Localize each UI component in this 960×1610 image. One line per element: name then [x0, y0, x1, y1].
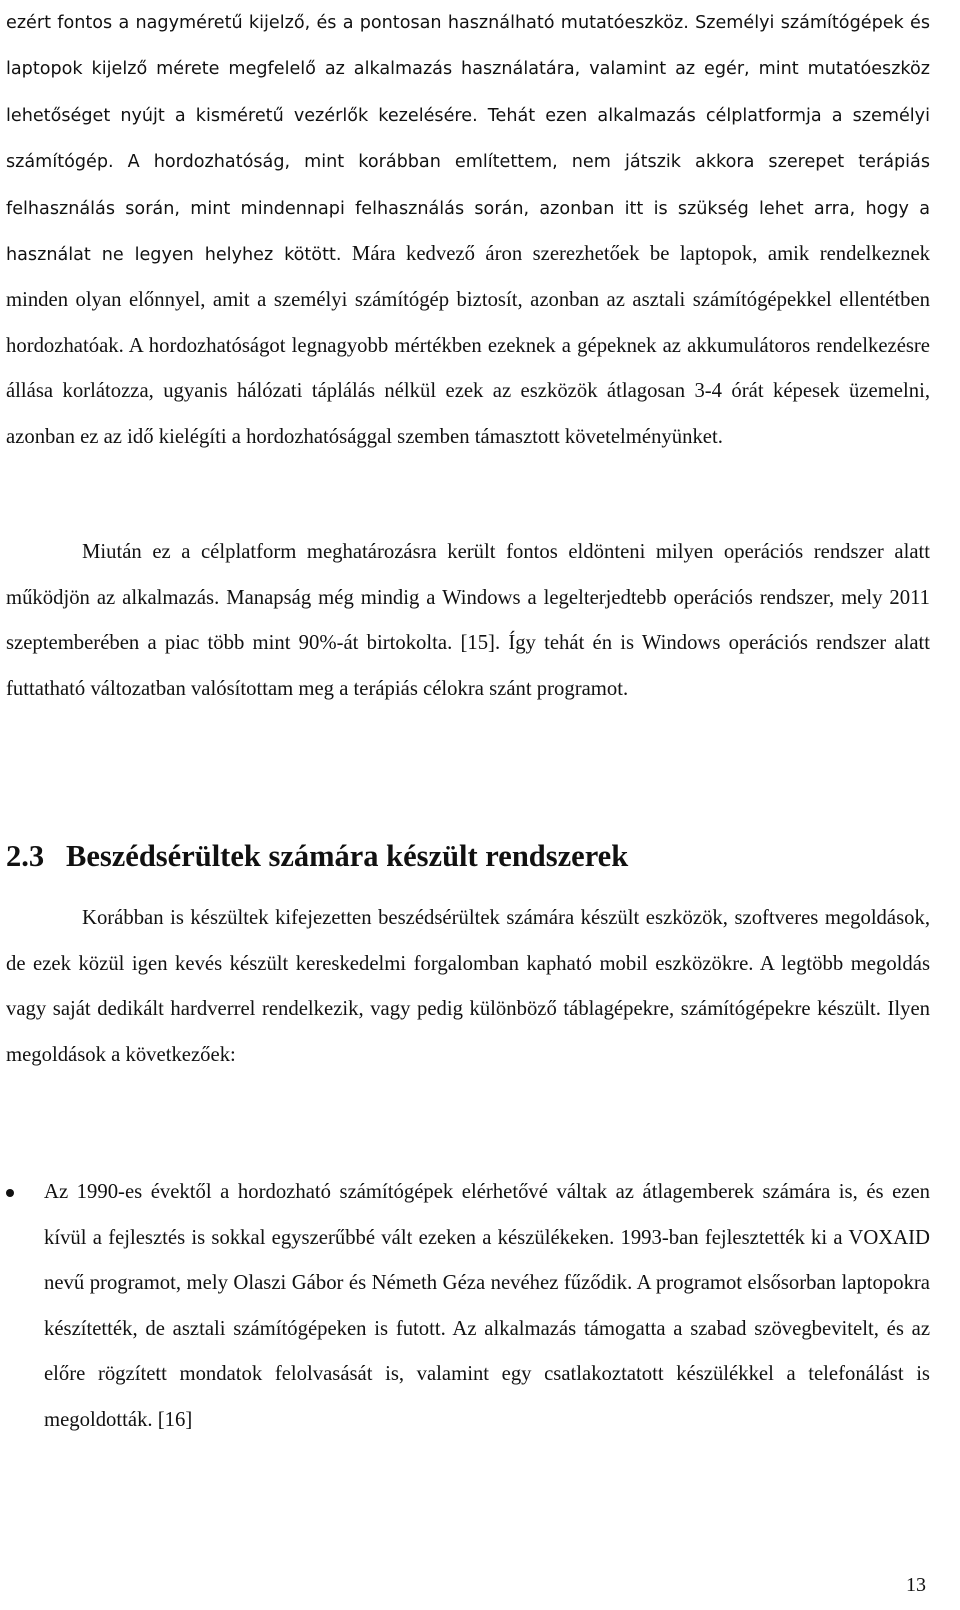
paragraph-operating-system: Miután ez a célplatform meghatározásra került fontos eldönteni milyen operációs rendszer alatt működjön az alkalmazás. Manapság még mindig a Windows a legelterjedtebb operációs rendszer, mely 2011 szeptemberében a piac több mint 90%-át birtokolta. [15]. Így tehát én is Windows operációs rendszer alatt futtatható változatban valósítottam meg a terápiás célokra szánt programot. [6, 541, 930, 700]
document-page [6, 0, 930, 1610]
page-number: 13 [906, 1574, 926, 1596]
paragraph-text-sans: ezért fontos a nagyméretű kijelző, és a pontosan használható mutatóeszköz. Személyi számítógépek és laptopok kijelző mérete megfelelő az alkalmazás használatára, valamint az egér, mint mutatóeszköz lehetőséget nyújt a kisméretű vezérlők kezelésére. Tehát ezen alkalmazás célplatformja a személyi számítógép. A hordozhatóság, mint korábban említettem, nem játszik akkora szerepet terápiás felhasználás során, mint mindennapi felhasználás során, azonban itt is szükség lehet arra, hogy a használat ne legyen helyhez kötött. [6, 13, 930, 266]
bullet-icon [6, 1189, 14, 1197]
section-title: Beszédsérültek számára készült rendszerek [66, 839, 629, 873]
paragraph-section-intro: Korábban is készültek kifejezetten beszédsérültek számára készült eszközök, szoftveres megoldások, de ezek közül igen kevés készült kereskedelmi forgalomban kapható mobil eszközökre. A legtöbb megoldás vagy saját dedikált hardverrel rendelkezik, vagy pedig különböző táblagépekre, számítógépekre készült. Ilyen megoldások a következőek: [6, 907, 930, 1066]
paragraph-text-serif: Mára kedvező áron szerezhetőek be laptopok, amik rendelkeznek minden olyan előnnyel, amit a személyi számítógép biztosít, azonban az asztali számítógépekkel ellentétben hordozhatóak. A hordozhatóságot legnagyobb mértékben ezeknek a gépeknek az akkumulátoros rendelkezésre állása korlátozza, ugyanis hálózati táplálás nélkül ezek az eszközök átlagosan 3-4 órát képesek üzemelni, azonban ez az idő kielégíti a hordozhatósággal szemben támasztott követelményünket. [6, 243, 930, 448]
section-number: 2.3 [6, 839, 45, 873]
list-item [6, 1170, 930, 1443]
list-item-text: Az 1990-es évektől a hordozható számítógépek elérhetővé váltak az átlagemberek számára is, és ezen kívül a fejlesztés is sokkal egyszerűbbé vált ezeken a készülékeken. 1993-ban fejlesztették ki a VOXAID nevű programot, mely Olaszi Gábor és Németh Géza nevéhez fűződik. A programot elsősorban laptopokra készítették, de asztali számítógépeken is futott. Az alkalmazás támogatta a szabad szövegbevitelt, és az előre rögzített mondatok felolvasását is, valamint egy csatlakoztatott készülékkel a telefonálást is megoldották. [16] [44, 1181, 930, 1431]
bullet-list [6, 1170, 930, 1443]
section-heading [6, 833, 628, 879]
paragraph-target-platform [6, 0, 930, 460]
